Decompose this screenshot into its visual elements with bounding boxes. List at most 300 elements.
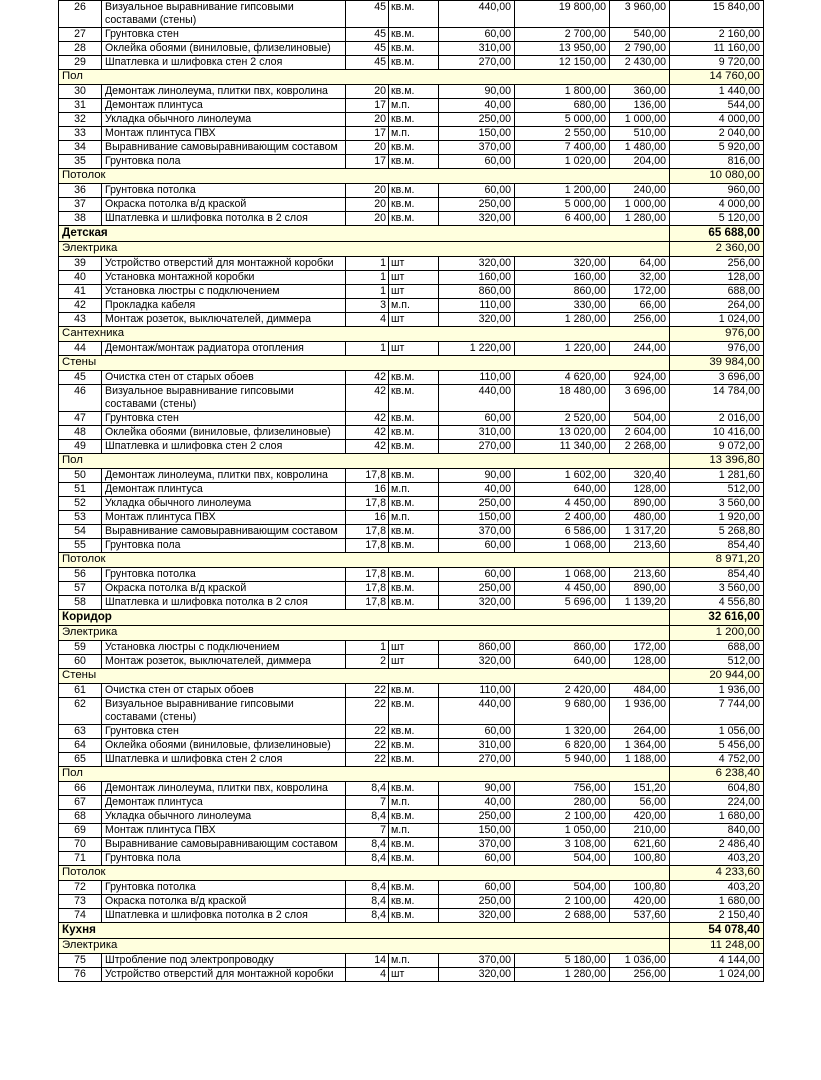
- work-name-cell: Шпатлевка и шлифовка стен 2 слоя: [102, 753, 346, 767]
- table-row: [59, 1, 764, 28]
- amount-cell: 5 000,00: [515, 113, 610, 127]
- unit-cell: м.п.: [389, 299, 439, 313]
- row-number-cell: 32: [59, 113, 102, 127]
- section-header-row: [59, 939, 764, 954]
- price-cell: 40,00: [439, 99, 515, 113]
- unit-cell: кв.м.: [389, 85, 439, 99]
- price-cell: 860,00: [439, 285, 515, 299]
- section-header-row: [59, 454, 764, 469]
- quantity-cell: 17,8: [346, 539, 389, 553]
- room-total: 32 616,00: [670, 610, 764, 626]
- total-cell: 544,00: [670, 99, 764, 113]
- unit-cell: м.п.: [389, 824, 439, 838]
- row-number-cell: 28: [59, 42, 102, 56]
- row-number-cell: 75: [59, 954, 102, 968]
- table-row: [59, 141, 764, 155]
- twenty-percent-cell: 320,40: [610, 469, 670, 483]
- table-row: [59, 895, 764, 909]
- work-name-cell: Оклейка обоями (виниловые, флизелиновые): [102, 42, 346, 56]
- amount-cell: 9 680,00: [515, 698, 610, 725]
- total-cell: 15 840,00: [670, 1, 764, 28]
- quantity-cell: 20: [346, 85, 389, 99]
- work-name-cell: Оклейка обоями (виниловые, флизелиновые): [102, 739, 346, 753]
- unit-cell: кв.м.: [389, 141, 439, 155]
- quantity-cell: 8,4: [346, 895, 389, 909]
- table-row: [59, 299, 764, 313]
- unit-cell: кв.м.: [389, 895, 439, 909]
- price-cell: 60,00: [439, 28, 515, 42]
- quantity-cell: 4: [346, 968, 389, 982]
- table-row: [59, 483, 764, 497]
- unit-cell: шт: [389, 313, 439, 327]
- section-name: Потолок: [59, 553, 670, 568]
- price-cell: 440,00: [439, 1, 515, 28]
- twenty-percent-cell: 1 188,00: [610, 753, 670, 767]
- price-cell: 310,00: [439, 739, 515, 753]
- room-name: Детская: [59, 226, 670, 242]
- row-number-cell: 27: [59, 28, 102, 42]
- amount-cell: 1 800,00: [515, 85, 610, 99]
- table-row: [59, 782, 764, 796]
- unit-cell: кв.м.: [389, 725, 439, 739]
- table-row: [59, 313, 764, 327]
- twenty-percent-cell: 420,00: [610, 895, 670, 909]
- twenty-percent-cell: 890,00: [610, 497, 670, 511]
- price-cell: 370,00: [439, 838, 515, 852]
- table-row: [59, 385, 764, 412]
- total-cell: 264,00: [670, 299, 764, 313]
- quantity-cell: 2: [346, 655, 389, 669]
- table-row: [59, 56, 764, 70]
- twenty-percent-cell: 1 480,00: [610, 141, 670, 155]
- estimate-table-body: [59, 1, 764, 982]
- work-name-cell: Монтаж плинтуса ПВХ: [102, 824, 346, 838]
- price-cell: 90,00: [439, 85, 515, 99]
- room-header-row: [59, 610, 764, 626]
- row-number-cell: 52: [59, 497, 102, 511]
- price-cell: 320,00: [439, 596, 515, 610]
- table-row: [59, 568, 764, 582]
- unit-cell: кв.м.: [389, 782, 439, 796]
- row-number-cell: 33: [59, 127, 102, 141]
- unit-cell: кв.м.: [389, 810, 439, 824]
- total-cell: 2 040,00: [670, 127, 764, 141]
- row-number-cell: 68: [59, 810, 102, 824]
- table-row: [59, 909, 764, 923]
- work-name-cell: Демонтаж линолеума, плитки пвх, ковролина: [102, 85, 346, 99]
- amount-cell: 1 280,00: [515, 313, 610, 327]
- unit-cell: кв.м.: [389, 42, 439, 56]
- price-cell: 370,00: [439, 525, 515, 539]
- twenty-percent-cell: 1 317,20: [610, 525, 670, 539]
- table-row: [59, 342, 764, 356]
- total-cell: 512,00: [670, 483, 764, 497]
- work-name-cell: Шпатлевка и шлифовка стен 2 слоя: [102, 440, 346, 454]
- work-name-cell: Монтаж плинтуса ПВХ: [102, 511, 346, 525]
- amount-cell: 4 450,00: [515, 582, 610, 596]
- row-number-cell: 44: [59, 342, 102, 356]
- amount-cell: 2 420,00: [515, 684, 610, 698]
- table-row: [59, 371, 764, 385]
- unit-cell: кв.м.: [389, 184, 439, 198]
- price-cell: 250,00: [439, 810, 515, 824]
- unit-cell: шт: [389, 342, 439, 356]
- unit-cell: кв.м.: [389, 113, 439, 127]
- price-cell: 320,00: [439, 212, 515, 226]
- total-cell: 1 024,00: [670, 968, 764, 982]
- unit-cell: кв.м.: [389, 155, 439, 169]
- row-number-cell: 61: [59, 684, 102, 698]
- total-cell: 9 720,00: [670, 56, 764, 70]
- amount-cell: 280,00: [515, 796, 610, 810]
- table-row: [59, 796, 764, 810]
- total-cell: 1 281,60: [670, 469, 764, 483]
- table-row: [59, 426, 764, 440]
- row-number-cell: 35: [59, 155, 102, 169]
- work-name-cell: Демонтаж плинтуса: [102, 796, 346, 810]
- twenty-percent-cell: 64,00: [610, 257, 670, 271]
- section-total: 976,00: [670, 327, 764, 342]
- price-cell: 440,00: [439, 385, 515, 412]
- quantity-cell: 1: [346, 641, 389, 655]
- work-name-cell: Окраска потолка в/д краской: [102, 582, 346, 596]
- total-cell: 1 056,00: [670, 725, 764, 739]
- row-number-cell: 64: [59, 739, 102, 753]
- price-cell: 90,00: [439, 782, 515, 796]
- work-name-cell: Монтаж розеток, выключателей, диммера: [102, 655, 346, 669]
- unit-cell: шт: [389, 655, 439, 669]
- section-total: 6 238,40: [670, 767, 764, 782]
- price-cell: 60,00: [439, 155, 515, 169]
- section-header-row: [59, 767, 764, 782]
- table-row: [59, 99, 764, 113]
- twenty-percent-cell: 1 036,00: [610, 954, 670, 968]
- price-cell: 270,00: [439, 440, 515, 454]
- unit-cell: кв.м.: [389, 596, 439, 610]
- row-number-cell: 70: [59, 838, 102, 852]
- twenty-percent-cell: 540,00: [610, 28, 670, 42]
- amount-cell: 4 620,00: [515, 371, 610, 385]
- twenty-percent-cell: 2 430,00: [610, 56, 670, 70]
- amount-cell: 680,00: [515, 99, 610, 113]
- section-name: Пол: [59, 70, 670, 85]
- table-row: [59, 838, 764, 852]
- quantity-cell: 7: [346, 796, 389, 810]
- quantity-cell: 20: [346, 113, 389, 127]
- work-name-cell: Грунтовка потолка: [102, 568, 346, 582]
- twenty-percent-cell: 480,00: [610, 511, 670, 525]
- unit-cell: шт: [389, 641, 439, 655]
- quantity-cell: 8,4: [346, 909, 389, 923]
- section-name: Пол: [59, 454, 670, 469]
- row-number-cell: 41: [59, 285, 102, 299]
- table-row: [59, 684, 764, 698]
- price-cell: 60,00: [439, 725, 515, 739]
- total-cell: 2 160,00: [670, 28, 764, 42]
- section-header-row: [59, 169, 764, 184]
- total-cell: 688,00: [670, 285, 764, 299]
- work-name-cell: Шпатлевка и шлифовка стен 2 слоя: [102, 56, 346, 70]
- section-header-row: [59, 553, 764, 568]
- total-cell: 4 000,00: [670, 113, 764, 127]
- twenty-percent-cell: 3 960,00: [610, 1, 670, 28]
- table-row: [59, 113, 764, 127]
- total-cell: 2 486,40: [670, 838, 764, 852]
- total-cell: 5 268,80: [670, 525, 764, 539]
- unit-cell: кв.м.: [389, 739, 439, 753]
- price-cell: 320,00: [439, 909, 515, 923]
- total-cell: 10 416,00: [670, 426, 764, 440]
- total-cell: 1 936,00: [670, 684, 764, 698]
- amount-cell: 1 020,00: [515, 155, 610, 169]
- price-cell: 60,00: [439, 852, 515, 866]
- twenty-percent-cell: 890,00: [610, 582, 670, 596]
- price-cell: 60,00: [439, 539, 515, 553]
- row-number-cell: 69: [59, 824, 102, 838]
- unit-cell: кв.м.: [389, 371, 439, 385]
- quantity-cell: 22: [346, 725, 389, 739]
- twenty-percent-cell: 204,00: [610, 155, 670, 169]
- work-name-cell: Грунтовка стен: [102, 725, 346, 739]
- total-cell: 4 556,80: [670, 596, 764, 610]
- amount-cell: 5 180,00: [515, 954, 610, 968]
- total-cell: 3 560,00: [670, 582, 764, 596]
- twenty-percent-cell: 1 364,00: [610, 739, 670, 753]
- quantity-cell: 14: [346, 954, 389, 968]
- total-cell: 976,00: [670, 342, 764, 356]
- work-name-cell: Визуальное выравнивание гипсовыми составами (стены): [102, 698, 346, 725]
- total-cell: 403,20: [670, 881, 764, 895]
- row-number-cell: 48: [59, 426, 102, 440]
- work-name-cell: Выравнивание самовыравнивающим составом: [102, 525, 346, 539]
- price-cell: 320,00: [439, 655, 515, 669]
- price-cell: 60,00: [439, 568, 515, 582]
- quantity-cell: 17,8: [346, 497, 389, 511]
- table-row: [59, 412, 764, 426]
- table-row: [59, 42, 764, 56]
- work-name-cell: Монтаж плинтуса ПВХ: [102, 127, 346, 141]
- work-name-cell: Устройство отверстий для монтажной коробки: [102, 968, 346, 982]
- row-number-cell: 34: [59, 141, 102, 155]
- table-row: [59, 810, 764, 824]
- amount-cell: 12 150,00: [515, 56, 610, 70]
- table-row: [59, 28, 764, 42]
- unit-cell: кв.м.: [389, 469, 439, 483]
- unit-cell: кв.м.: [389, 212, 439, 226]
- row-number-cell: 76: [59, 968, 102, 982]
- row-number-cell: 55: [59, 539, 102, 553]
- row-number-cell: 49: [59, 440, 102, 454]
- twenty-percent-cell: 213,60: [610, 539, 670, 553]
- amount-cell: 860,00: [515, 641, 610, 655]
- work-name-cell: Окраска потолка в/д краской: [102, 895, 346, 909]
- section-header-row: [59, 669, 764, 684]
- quantity-cell: 8,4: [346, 810, 389, 824]
- row-number-cell: 50: [59, 469, 102, 483]
- unit-cell: кв.м.: [389, 497, 439, 511]
- unit-cell: м.п.: [389, 483, 439, 497]
- twenty-percent-cell: 2 268,00: [610, 440, 670, 454]
- section-name: Сантехника: [59, 327, 670, 342]
- price-cell: 250,00: [439, 895, 515, 909]
- amount-cell: 320,00: [515, 257, 610, 271]
- unit-cell: кв.м.: [389, 684, 439, 698]
- section-total: 11 248,00: [670, 939, 764, 954]
- amount-cell: 1 602,00: [515, 469, 610, 483]
- table-row: [59, 212, 764, 226]
- unit-cell: кв.м.: [389, 385, 439, 412]
- row-number-cell: 38: [59, 212, 102, 226]
- section-total: 14 760,00: [670, 70, 764, 85]
- quantity-cell: 17,8: [346, 469, 389, 483]
- twenty-percent-cell: 56,00: [610, 796, 670, 810]
- amount-cell: 504,00: [515, 852, 610, 866]
- price-cell: 110,00: [439, 371, 515, 385]
- amount-cell: 2 550,00: [515, 127, 610, 141]
- twenty-percent-cell: 213,60: [610, 568, 670, 582]
- twenty-percent-cell: 32,00: [610, 271, 670, 285]
- work-name-cell: Окраска потолка в/д краской: [102, 198, 346, 212]
- quantity-cell: 17: [346, 127, 389, 141]
- unit-cell: кв.м.: [389, 881, 439, 895]
- row-number-cell: 66: [59, 782, 102, 796]
- unit-cell: кв.м.: [389, 838, 439, 852]
- total-cell: 840,00: [670, 824, 764, 838]
- amount-cell: 11 340,00: [515, 440, 610, 454]
- amount-cell: 5 696,00: [515, 596, 610, 610]
- twenty-percent-cell: 484,00: [610, 684, 670, 698]
- twenty-percent-cell: 151,20: [610, 782, 670, 796]
- work-name-cell: Грунтовка пола: [102, 852, 346, 866]
- twenty-percent-cell: 264,00: [610, 725, 670, 739]
- table-row: [59, 881, 764, 895]
- row-number-cell: 30: [59, 85, 102, 99]
- twenty-percent-cell: 128,00: [610, 655, 670, 669]
- table-row: [59, 725, 764, 739]
- table-row: [59, 469, 764, 483]
- amount-cell: 6 820,00: [515, 739, 610, 753]
- row-number-cell: 37: [59, 198, 102, 212]
- twenty-percent-cell: 1 139,20: [610, 596, 670, 610]
- unit-cell: м.п.: [389, 796, 439, 810]
- unit-cell: м.п.: [389, 127, 439, 141]
- price-cell: 270,00: [439, 753, 515, 767]
- row-number-cell: 43: [59, 313, 102, 327]
- price-cell: 270,00: [439, 56, 515, 70]
- room-header-row: [59, 226, 764, 242]
- section-name: Потолок: [59, 169, 670, 184]
- twenty-percent-cell: 510,00: [610, 127, 670, 141]
- amount-cell: 504,00: [515, 881, 610, 895]
- total-cell: 4 144,00: [670, 954, 764, 968]
- work-name-cell: Очистка стен от старых обоев: [102, 684, 346, 698]
- unit-cell: шт: [389, 271, 439, 285]
- table-row: [59, 184, 764, 198]
- quantity-cell: 8,4: [346, 782, 389, 796]
- work-name-cell: Прокладка кабеля: [102, 299, 346, 313]
- row-number-cell: 71: [59, 852, 102, 866]
- amount-cell: 13 950,00: [515, 42, 610, 56]
- quantity-cell: 17: [346, 155, 389, 169]
- unit-cell: кв.м.: [389, 56, 439, 70]
- twenty-percent-cell: 3 696,00: [610, 385, 670, 412]
- row-number-cell: 58: [59, 596, 102, 610]
- quantity-cell: 22: [346, 684, 389, 698]
- twenty-percent-cell: 66,00: [610, 299, 670, 313]
- quantity-cell: 42: [346, 426, 389, 440]
- row-number-cell: 53: [59, 511, 102, 525]
- section-name: Потолок: [59, 866, 670, 881]
- table-row: [59, 198, 764, 212]
- table-row: [59, 739, 764, 753]
- quantity-cell: 17,8: [346, 582, 389, 596]
- section-header-row: [59, 626, 764, 641]
- amount-cell: 19 800,00: [515, 1, 610, 28]
- section-header-row: [59, 70, 764, 85]
- quantity-cell: 45: [346, 1, 389, 28]
- work-name-cell: Укладка обычного линолеума: [102, 113, 346, 127]
- row-number-cell: 26: [59, 1, 102, 28]
- section-name: Электрика: [59, 626, 670, 641]
- room-name: Коридор: [59, 610, 670, 626]
- table-row: [59, 852, 764, 866]
- work-name-cell: Выравнивание самовыравнивающим составом: [102, 141, 346, 155]
- row-number-cell: 65: [59, 753, 102, 767]
- quantity-cell: 3: [346, 299, 389, 313]
- row-number-cell: 42: [59, 299, 102, 313]
- room-header-row: [59, 923, 764, 939]
- section-name: Электрика: [59, 939, 670, 954]
- amount-cell: 2 700,00: [515, 28, 610, 42]
- table-row: [59, 655, 764, 669]
- total-cell: 854,40: [670, 568, 764, 582]
- twenty-percent-cell: 1 280,00: [610, 212, 670, 226]
- row-number-cell: 51: [59, 483, 102, 497]
- total-cell: 3 560,00: [670, 497, 764, 511]
- row-number-cell: 54: [59, 525, 102, 539]
- work-name-cell: Очистка стен от старых обоев: [102, 371, 346, 385]
- work-name-cell: Штробление под электропроводку: [102, 954, 346, 968]
- work-name-cell: Шпатлевка и шлифовка потолка в 2 слоя: [102, 212, 346, 226]
- quantity-cell: 17,8: [346, 596, 389, 610]
- amount-cell: 160,00: [515, 271, 610, 285]
- table-row: [59, 127, 764, 141]
- unit-cell: м.п.: [389, 99, 439, 113]
- twenty-percent-cell: 2 604,00: [610, 426, 670, 440]
- price-cell: 150,00: [439, 824, 515, 838]
- total-cell: 14 784,00: [670, 385, 764, 412]
- amount-cell: 1 200,00: [515, 184, 610, 198]
- total-cell: 128,00: [670, 271, 764, 285]
- work-name-cell: Укладка обычного линолеума: [102, 497, 346, 511]
- unit-cell: кв.м.: [389, 426, 439, 440]
- quantity-cell: 17: [346, 99, 389, 113]
- twenty-percent-cell: 172,00: [610, 285, 670, 299]
- section-total: 13 396,80: [670, 454, 764, 469]
- row-number-cell: 29: [59, 56, 102, 70]
- table-row: [59, 271, 764, 285]
- unit-cell: кв.м.: [389, 753, 439, 767]
- total-cell: 256,00: [670, 257, 764, 271]
- price-cell: 60,00: [439, 412, 515, 426]
- price-cell: 250,00: [439, 497, 515, 511]
- quantity-cell: 1: [346, 285, 389, 299]
- row-number-cell: 57: [59, 582, 102, 596]
- quantity-cell: 16: [346, 511, 389, 525]
- row-number-cell: 59: [59, 641, 102, 655]
- work-name-cell: Демонтаж плинтуса: [102, 483, 346, 497]
- twenty-percent-cell: 621,60: [610, 838, 670, 852]
